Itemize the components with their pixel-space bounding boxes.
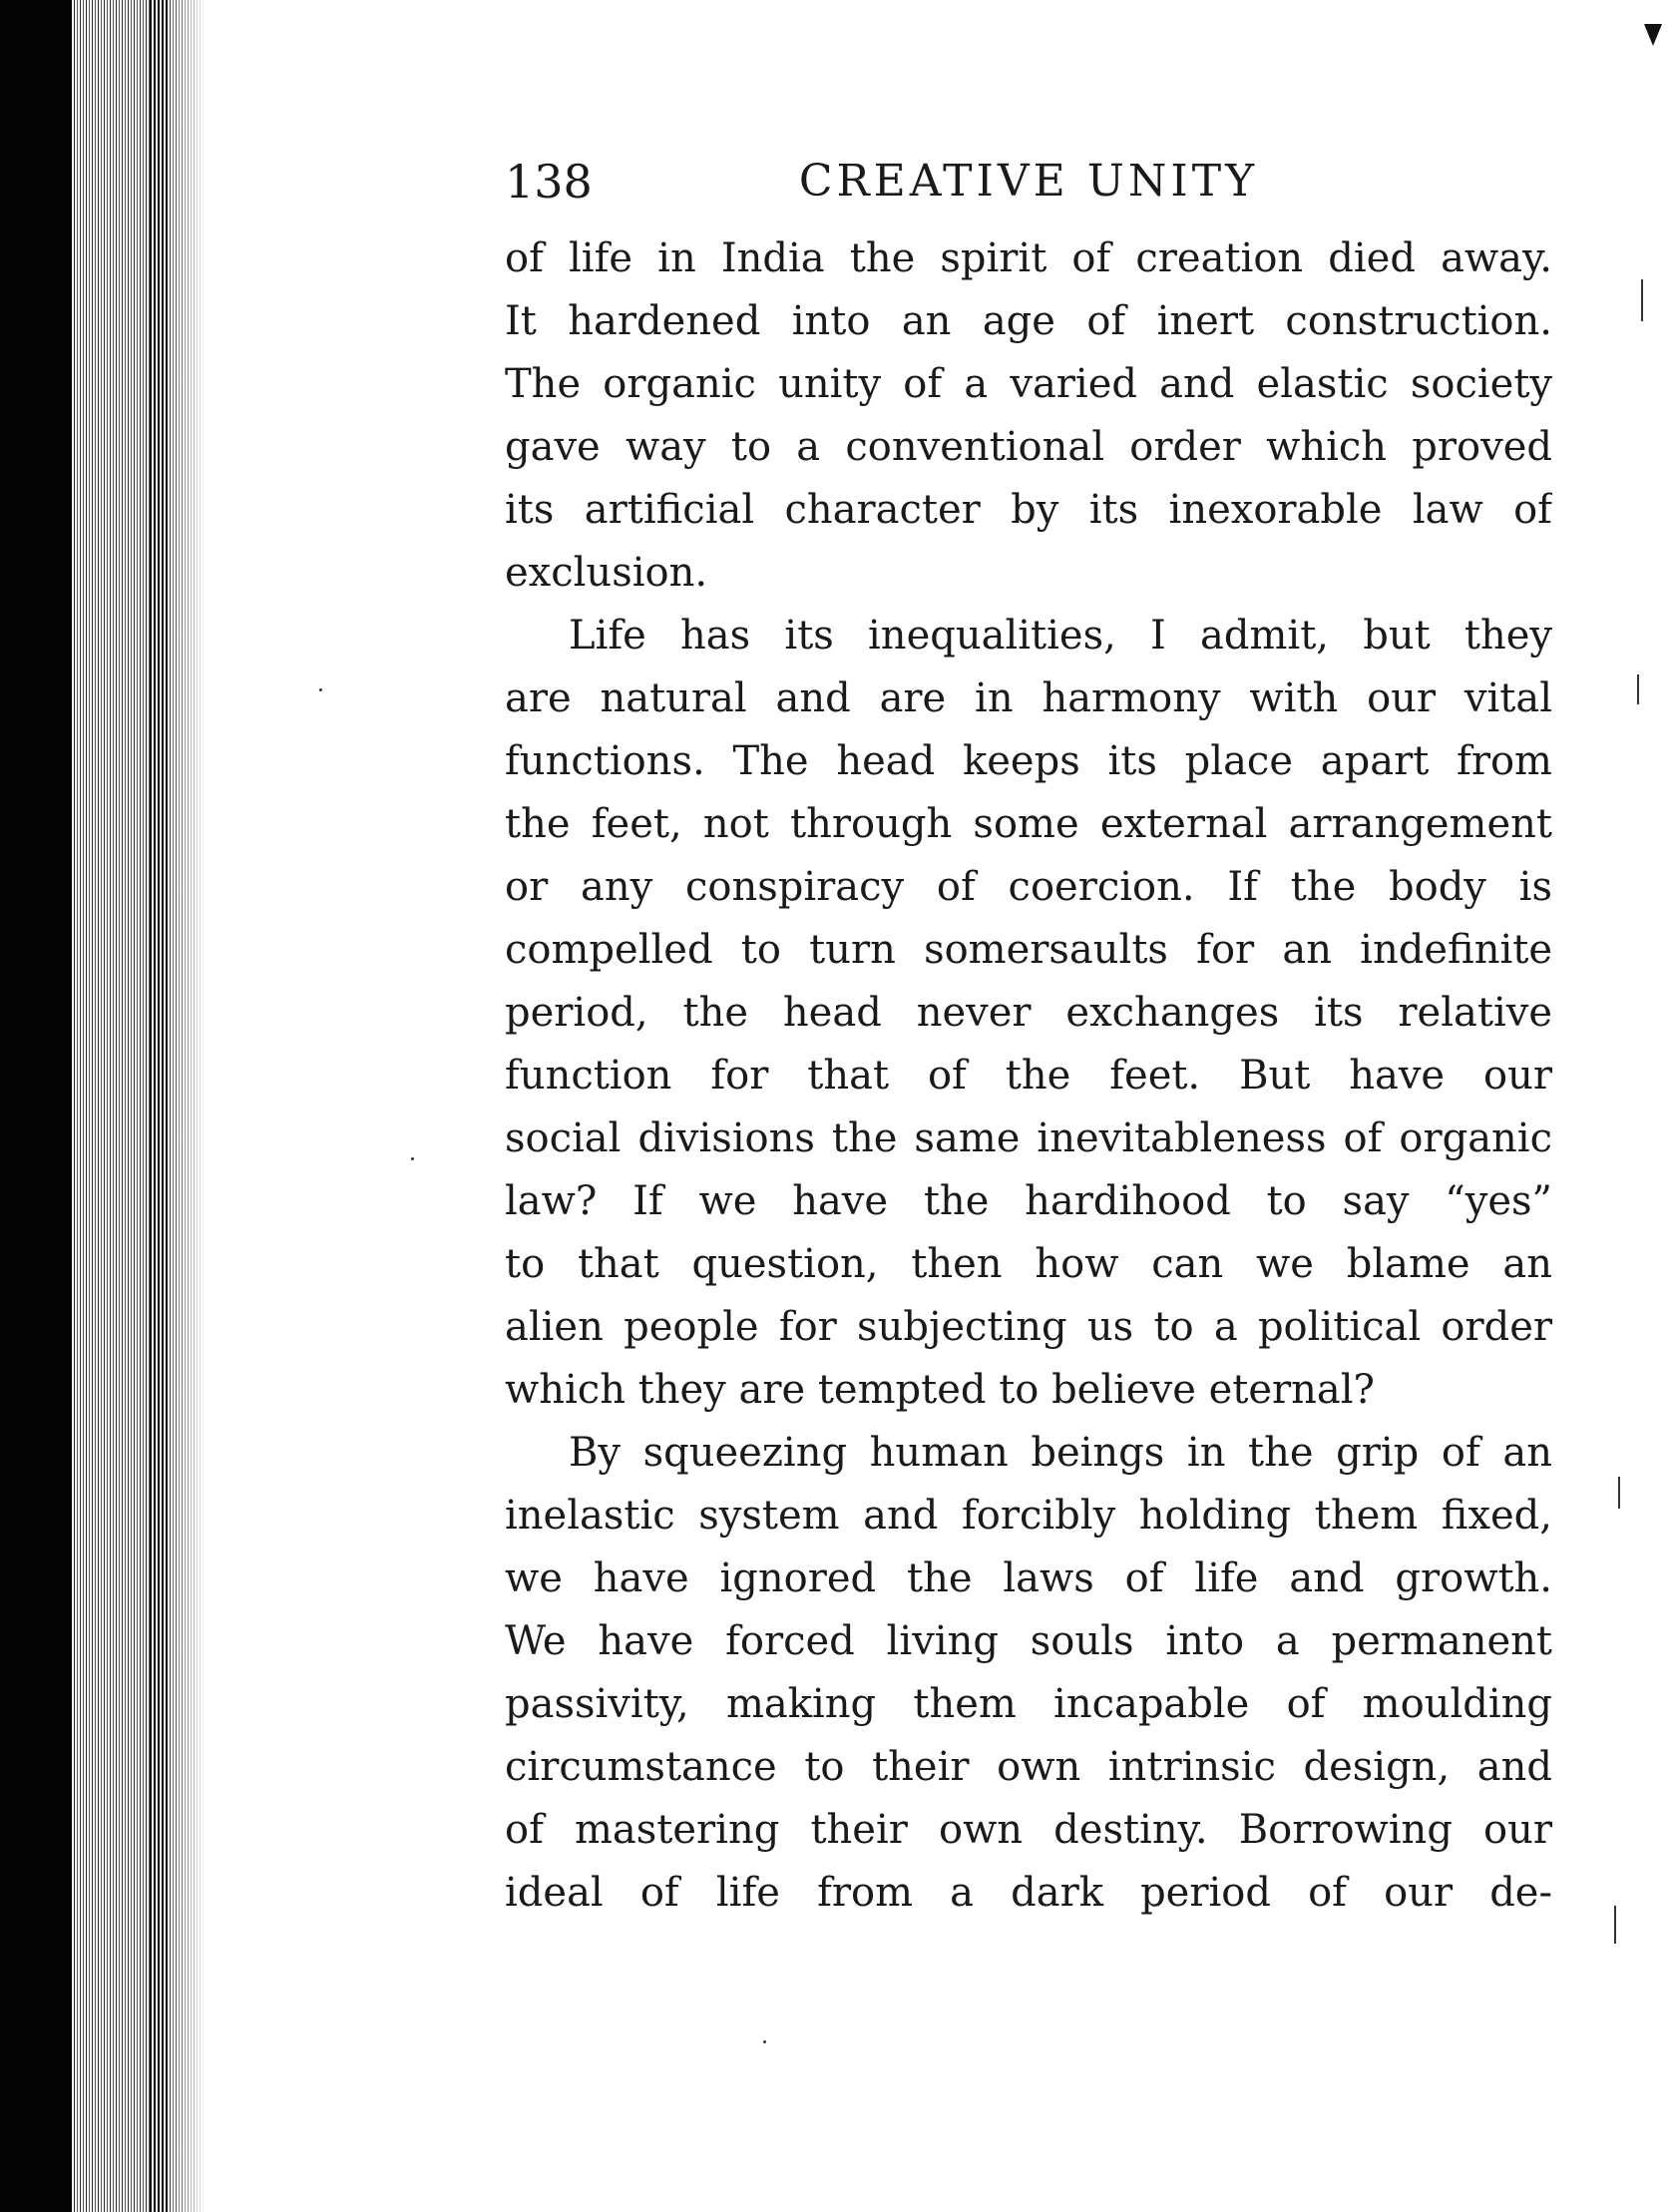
- text-line: we have ignored the laws of life and growth.: [505, 1555, 1552, 1601]
- text-line: social divisions the same inevitableness of organic: [505, 1115, 1552, 1161]
- text-line: The organic unity of a varied and elastic society: [505, 361, 1552, 407]
- book-spine-fade: [168, 0, 208, 2212]
- text-line: passivity, making them incapable of moulding: [505, 1681, 1552, 1727]
- scan-speck: [763, 2040, 766, 2043]
- paragraph: [505, 1422, 1552, 1925]
- text-line: We have forced living souls into a permanent: [505, 1618, 1552, 1664]
- margin-tick-mark: [1618, 1477, 1620, 1509]
- text-line: which they are tempted to believe eternal?: [505, 1367, 1375, 1413]
- text-line: alien people for subjecting us to a political order: [505, 1304, 1552, 1350]
- text-line: the feet, not through some external arrangement: [505, 801, 1552, 847]
- body-text: [505, 227, 1552, 1925]
- text-line: By squeezing human beings in the grip of an: [569, 1430, 1552, 1476]
- running-title: CREATIVE UNITY: [798, 156, 1259, 207]
- margin-tick-mark: [1614, 1906, 1616, 1944]
- text-line: period, the head never exchanges its relative: [505, 990, 1552, 1036]
- running-head: [505, 150, 1552, 214]
- text-line: inelastic system and forcibly holding them fixed,: [505, 1493, 1552, 1539]
- text-line: its artificial character by its inexorable law of: [505, 487, 1552, 533]
- page-number: 138: [505, 155, 593, 209]
- text-line: to that question, then how can we blame an: [505, 1241, 1552, 1287]
- margin-tick-mark: [1637, 674, 1639, 704]
- margin-tick-mark: [1641, 279, 1643, 321]
- text-line: compelled to turn somersaults for an indefinite: [505, 927, 1552, 973]
- text-line: function for that of the feet. But have our: [505, 1053, 1552, 1099]
- paragraph: [505, 605, 1552, 1422]
- text-line: gave way to a conventional order which proved: [505, 424, 1552, 470]
- text-line: ideal of life from a dark period of our de-: [505, 1870, 1552, 1916]
- text-line: exclusion.: [505, 550, 708, 596]
- book-page: [505, 150, 1552, 1925]
- paragraph: [505, 227, 1552, 605]
- book-spine-shadow: [0, 0, 72, 2212]
- text-line: of life in India the spirit of creation died away.: [505, 235, 1552, 281]
- text-line: Life has its inequalities, I admit, but they: [569, 613, 1552, 659]
- book-spine-band: [150, 0, 168, 2212]
- text-line: It hardened into an age of inert construction.: [505, 298, 1552, 344]
- text-line: circumstance to their own intrinsic design, and: [505, 1744, 1552, 1790]
- text-line: of mastering their own destiny. Borrowing our: [505, 1807, 1552, 1853]
- corner-marker-icon: [1644, 24, 1662, 46]
- scan-speck: [411, 1157, 414, 1160]
- scan-speck: [319, 688, 322, 691]
- text-line: functions. The head keeps its place apart from: [505, 738, 1552, 784]
- text-line: are natural and are in harmony with our vital: [505, 675, 1552, 721]
- text-line: or any conspiracy of coercion. If the body is: [505, 864, 1552, 910]
- text-line: law? If we have the hardihood to say “yes”: [505, 1178, 1552, 1224]
